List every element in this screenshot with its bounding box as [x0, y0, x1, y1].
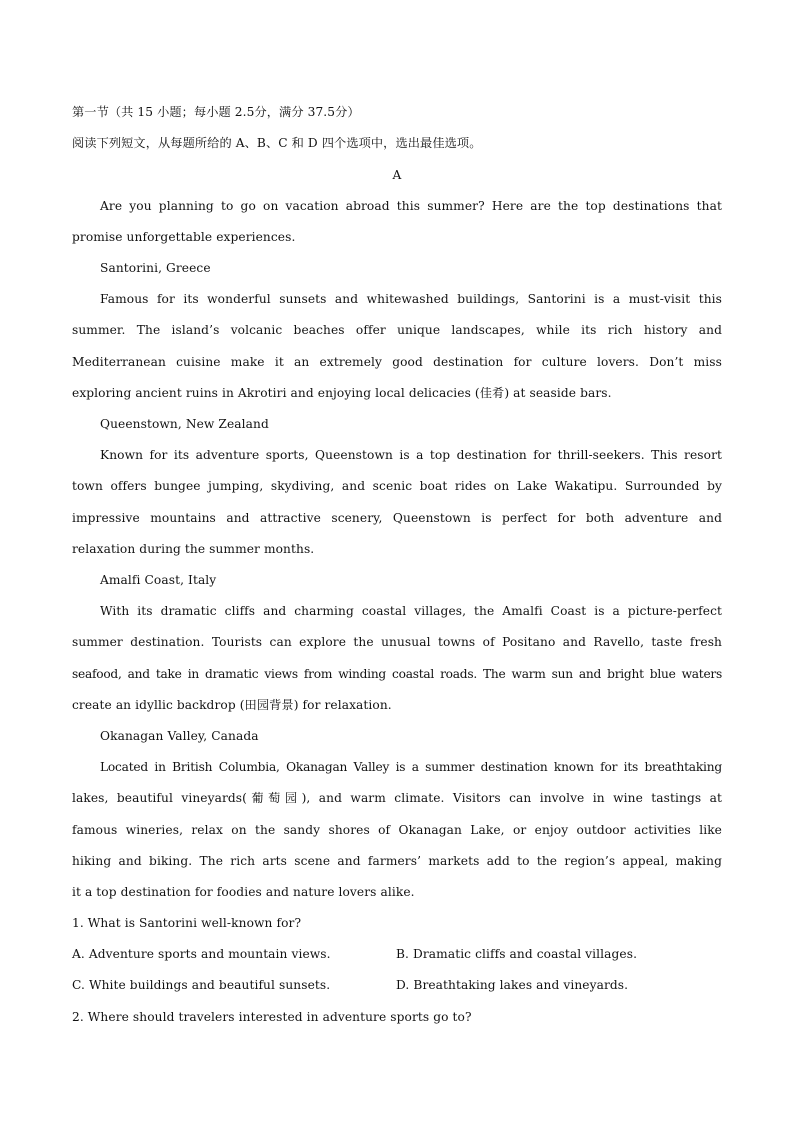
paragraph-line: Known for its adventure sports, Queenstown is a top destination for thrill-seekers. This resort [100, 448, 722, 462]
instruction-text: 阅读下列短文，从每题所给的 A、B、C 和 D 四个选项中，选出最佳选项。 [72, 136, 482, 150]
paragraph-line: exploring ancient ruins in Akrotiri and enjoying local delicacies (佳肴) at seaside bars. [72, 386, 612, 400]
destination-name: Amalfi Coast, Italy [100, 573, 217, 587]
paragraph-line: Are you planning to go on vacation abroad this summer? Here are the top destinations that [100, 199, 722, 213]
paragraph-line: Located in British Columbia, Okanagan Valley is a summer destination known for its breathtaking [100, 760, 722, 774]
paragraph-line: With its dramatic cliffs and charming coastal villages, the Amalfi Coast is a picture-perfect [100, 604, 722, 618]
paragraph-line: hiking and biking. The rich arts scene and farmers’ markets add to the region’s appeal, making [72, 854, 722, 868]
paragraph-line: it a top destination for foodies and nature lovers alike. [72, 885, 415, 899]
option-b: B. Dramatic cliffs and coastal villages. [396, 947, 638, 961]
paragraph-line: seafood, and take in dramatic views from winding coastal roads. The warm sun and bright blue waters [72, 667, 722, 681]
paragraph-line: summer. The island’s volcanic beaches offer unique landscapes, while its rich history and [72, 323, 722, 337]
paragraph-line: create an idyllic backdrop (田园背景) for relaxation. [72, 698, 392, 712]
destination-name: Queenstown, New Zealand [100, 417, 269, 431]
paragraph-line: famous wineries, relax on the sandy shores of Okanagan Lake, or enjoy outdoor activities like [72, 823, 722, 837]
destination-name: Santorini, Greece [100, 261, 211, 275]
question-stem: 2. Where should travelers interested in adventure sports go to? [72, 1010, 472, 1024]
paragraph-line: promise unforgettable experiences. [72, 230, 296, 244]
paragraph-line: summer destination. Tourists can explore the unusual towns of Positano and Ravello, taste fresh [72, 635, 722, 649]
paragraph-line: lakes, beautiful vineyards(葡萄园), and warm climate. Visitors can involve in wine tastings at [72, 791, 722, 805]
paragraph-line: impressive mountains and attractive scenery, Queenstown is perfect for both adventure and [72, 511, 722, 525]
destination-name: Okanagan Valley, Canada [100, 729, 259, 743]
paragraph-line: relaxation during the summer months. [72, 542, 315, 556]
paragraph-line: Famous for its wonderful sunsets and whitewashed buildings, Santorini is a must-visit this [100, 292, 722, 306]
question-stem: 1. What is Santorini well-known for? [72, 916, 302, 930]
paragraph-line: Mediterranean cuisine make it an extremely good destination for culture lovers. Don’t miss [72, 355, 722, 369]
section-heading: 第一节（共 15 小题；每小题 2.5分，满分 37.5分） [72, 105, 360, 119]
option-a: A. Adventure sports and mountain views. [72, 947, 331, 961]
option-c: C. White buildings and beautiful sunsets. [72, 978, 331, 992]
passage-label: A [392, 168, 402, 182]
option-d: D. Breathtaking lakes and vineyards. [396, 978, 629, 992]
paragraph-line: town offers bungee jumping, skydiving, and scenic boat rides on Lake Wakatipu. Surrounded by [72, 479, 722, 493]
